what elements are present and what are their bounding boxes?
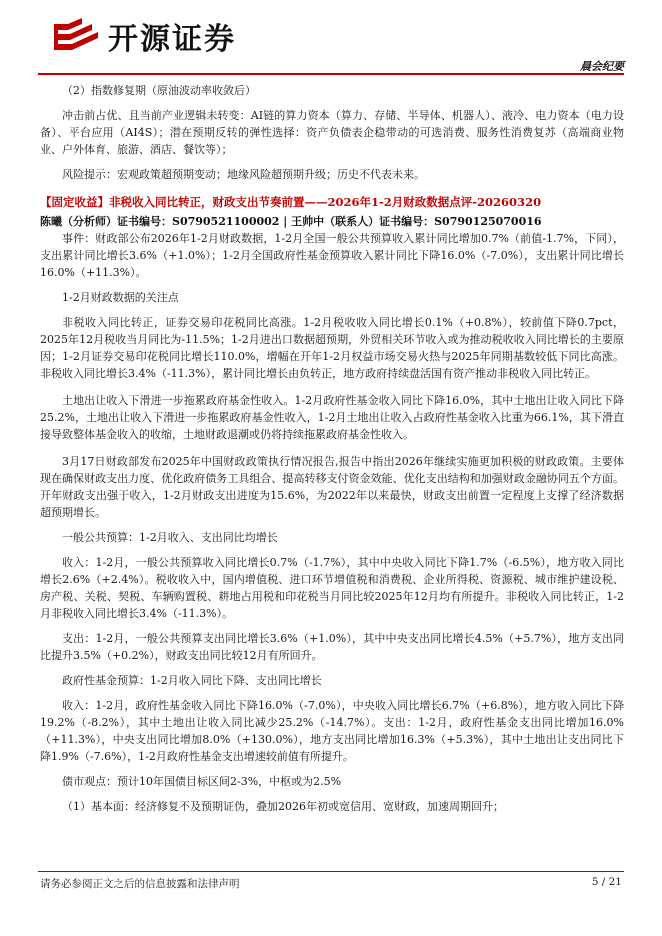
paragraph: 3月17日财政部发布2025年中国财政政策执行情况报告,报告中指出2026年继续实施更加积极的财政政策。主要体现在确保财政支出力度、优化政府债务工具组合、提高转移支付资金效能、优化支出结构和加强财政金融协同五个方面。开年财政支出强于收入，1-2月财政支出进度为15.6%，为2022年以来最快，财政支出前置一定程度上支撑了经济数据超预期增长。 [40,455,624,519]
page-header [0,0,662,78]
article-title: 【固定收益】非税收入同比转正，财政支出节奏前置——2026年1-2月财政数据点评-20260320 [40,195,542,209]
paragraph: 收入：1-2月，政府性基金收入同比下降16.0%（-7.0%），中央收入同比增长6.7%（+6.8%），地方收入同比下降19.2%（-8.2%），其中土地出让收入同比减少25.2%（-14.7%）。支出：1-2月，政府性基金支出同比增加16.0%（+11.3%），中央支出同比增加8.0%（+130.0%），地方支出同比增加16.3%（+5.3%），其中土地出让支出同比下降1.9%（-7.6%），1-2月政府性基金支出增速较前值有所提升。 [40,699,624,763]
section-heading: 政府性基金预算：1-2月收入同比下降、支出同比增长 [62,674,322,687]
report-type-tag: 晨会纪要 [580,60,624,73]
page-body [40,82,624,815]
paragraph: 支出：1-2月，一般公共预算支出同比增长3.6%（+1.0%），其中中央支出同比增长4.5%（+5.7%），地方支出同比提升3.5%（+0.2%），财政支出同比较12月有所回升。 [40,632,624,662]
section-heading: 1-2月财政数据的关注点 [62,291,179,304]
brand-name: 开源证券 [108,22,236,57]
header-divider [38,73,624,75]
paragraph: 收入：1-2月，一般公共预算收入同比增长0.7%（-1.7%），其中中央收入同比下降1.7%（-6.5%），地方收入同比增长2.6%（+2.4%）。税收收入中，国内增值税、进口环节增值税和消费税、企业所得税、资源税、城市维护建设税、房产税、关税、契税、车辆购置税、耕地占用税和印花税当月同比较2025年12月均有所提升。非税收入同比转正，1-2月非税收入同比增长3.4%（-11.3%）。 [40,556,624,620]
brand-logo [52,14,236,58]
kaiyuan-logo-icon [52,16,100,56]
paragraph: （1）基本面：经济修复不及预期证伪，叠加2026年初或宽信用、宽财政，加速周期回升； [62,800,504,813]
footer-disclaimer: 请务必参阅正文之后的信息披露和法律声明 [40,878,240,890]
section-heading: 债市观点：预计10年国债目标区间2-3%，中枢或为2.5% [62,775,342,788]
page-number: 5 / 21 [591,876,622,888]
footer-divider [38,871,624,872]
article-authors: 陈曦（分析师）证书编号：S0790521100002 | 王帅中（联系人）证书编号：S0790125070016 [40,215,542,228]
section-heading: 一般公共预算：1-2月收入、支出同比均增长 [62,531,278,544]
paragraph: 事件：财政部公布2026年1-2月财政数据，1-2月全国一般公共预算收入累计同比增加0.7%（前值-1.7%，下同），支出累计同比增长3.6%（+1.0%）；1-2月全国政府性基金预算收入累计同比下降16.0%（-7.0%），支出累计同比增长16.0%（+11.3%）。 [40,232,624,279]
paragraph: 风险提示：宏观政策超预期变动；地缘风险超预期升级；历史不代表未来。 [62,168,425,181]
paragraph: 非税收入同比转正，证券交易印花税同比高涨。1-2月税收收入同比增长0.1%（+0.8%），较前值下降0.7pct，2025年12月税收当月同比为-11.5%；1-2月进出口数据超预期，外贸相关环节收入或为推动税收收入同比增长的主要原因；1-2月证券交易印花税同比增长110.0%，增幅在开年1-2月权益市场交易火热与2025年同期基数较低下同比高涨。非税收入同比增长3.4%（-11.3%），累计同比增长由负转正，地方政府持续盘活国有资产推动非税收入同比转正。 [40,316,624,380]
paragraph: 冲击前占优、且当前产业逻辑未转变：AI链的算力资本（算力、存储、半导体、机器人）、液冷、电力资本（电力设备）、平台应用（AI4S）；潜在预期反转的弹性选择：资产负债表企稳带动的可选消费、服务性消费复苏（高端商业物业、户外体育、旅游、酒店、餐饮等）； [40,109,624,156]
paragraph: 土地出让收入下滑进一步拖累政府基金性收入。1-2月政府性基金收入同比下降16.0%，其中土地出让收入同比下降25.2%，土地出让收入下滑进一步拖累政府基金性收入，1-2月土地出让收入占政府性基金收入比重为66.1%，其下滑直接导致整体基金收入的收缩，土地财政退潮或仍将持续拖累政府基金性收入。 [40,394,624,441]
paragraph: （2）指数修复期（原油波动率收敛后） [62,84,256,97]
